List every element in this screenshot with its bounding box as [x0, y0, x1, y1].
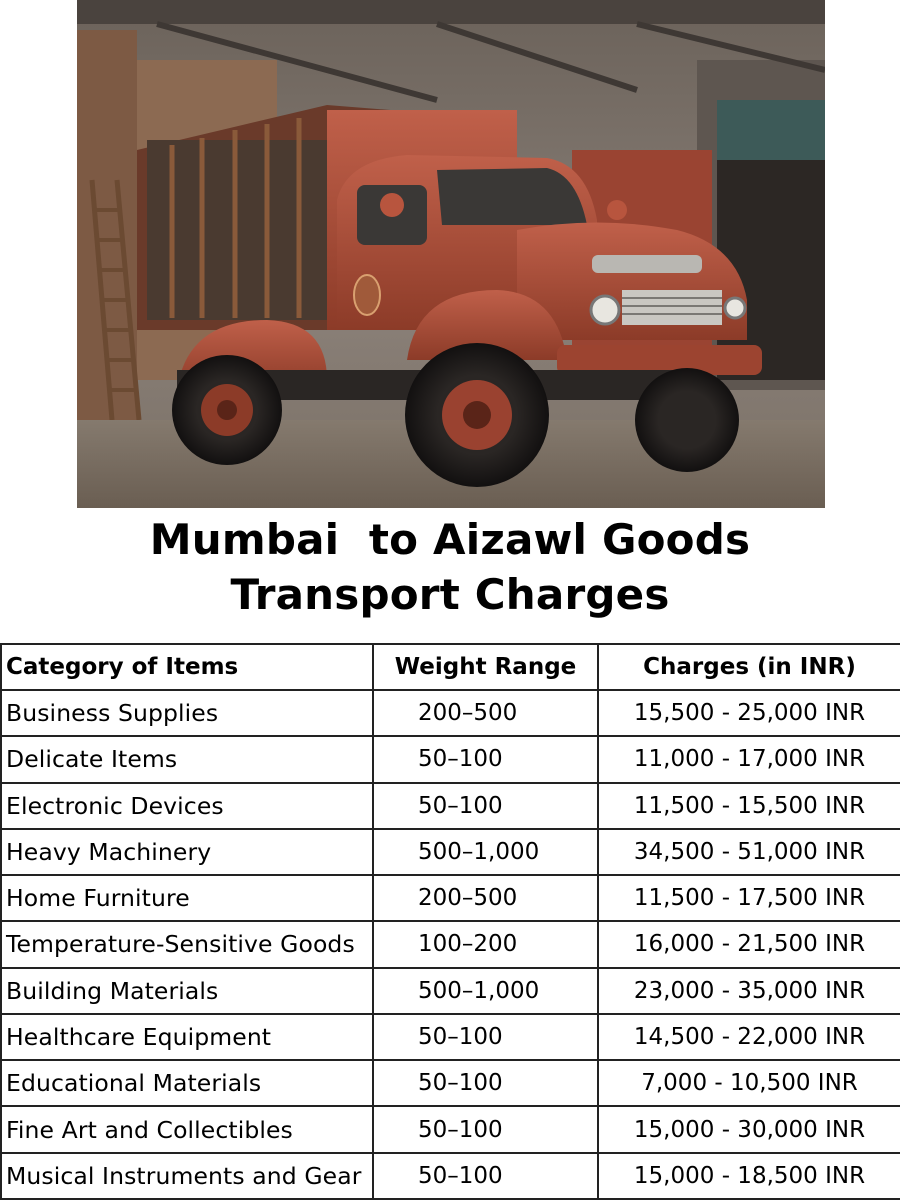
column-header-weight: Weight Range	[373, 644, 598, 690]
table-row	[1, 829, 900, 875]
title-line-2: Transport Charges	[230, 570, 670, 619]
charges-cell: 7,000 - 10,500 INR	[598, 1060, 900, 1106]
column-header-charges: Charges (in INR)	[598, 644, 900, 690]
weight-cell: 500–1,000	[373, 968, 598, 1014]
title-line-1: Mumbai to Aizawl Goods	[149, 515, 751, 564]
hero-image	[77, 0, 825, 508]
category-cell: Musical Instruments and Gear	[1, 1153, 373, 1199]
table-row	[1, 968, 900, 1014]
charges-cell: 34,500 - 51,000 INR	[598, 829, 900, 875]
table-row	[1, 736, 900, 782]
category-cell: Temperature-Sensitive Goods	[1, 921, 373, 967]
table-row	[1, 875, 900, 921]
weight-cell: 50–100	[373, 1014, 598, 1060]
weight-cell: 200–500	[373, 690, 598, 736]
charges-cell: 11,500 - 17,500 INR	[598, 875, 900, 921]
category-cell: Delicate Items	[1, 736, 373, 782]
page-title	[0, 512, 900, 622]
category-cell: Home Furniture	[1, 875, 373, 921]
weight-cell: 200–500	[373, 875, 598, 921]
table-row	[1, 783, 900, 829]
table-header-row	[1, 644, 900, 690]
weight-cell: 50–100	[373, 1060, 598, 1106]
weight-cell: 100–200	[373, 921, 598, 967]
charges-cell: 15,000 - 18,500 INR	[598, 1153, 900, 1199]
category-cell: Heavy Machinery	[1, 829, 373, 875]
weight-cell: 50–100	[373, 736, 598, 782]
charges-cell: 15,500 - 25,000 INR	[598, 690, 900, 736]
category-cell: Building Materials	[1, 968, 373, 1014]
charges-cell: 11,500 - 15,500 INR	[598, 783, 900, 829]
table-row	[1, 690, 900, 736]
category-cell: Healthcare Equipment	[1, 1014, 373, 1060]
table-row	[1, 1060, 900, 1106]
table-row	[1, 1106, 900, 1152]
table-row	[1, 921, 900, 967]
weight-cell: 50–100	[373, 1106, 598, 1152]
category-cell: Electronic Devices	[1, 783, 373, 829]
charges-cell: 11,000 - 17,000 INR	[598, 736, 900, 782]
charges-cell: 23,000 - 35,000 INR	[598, 968, 900, 1014]
charges-cell: 15,000 - 30,000 INR	[598, 1106, 900, 1152]
charges-table	[0, 643, 900, 1200]
column-header-category: Category of Items	[1, 644, 373, 690]
category-cell: Business Supplies	[1, 690, 373, 736]
truck-illustration	[77, 0, 825, 508]
table-row	[1, 1153, 900, 1199]
charges-cell: 16,000 - 21,500 INR	[598, 921, 900, 967]
weight-cell: 500–1,000	[373, 829, 598, 875]
weight-cell: 50–100	[373, 1153, 598, 1199]
category-cell: Educational Materials	[1, 1060, 373, 1106]
table-row	[1, 1014, 900, 1060]
charges-cell: 14,500 - 22,000 INR	[598, 1014, 900, 1060]
category-cell: Fine Art and Collectibles	[1, 1106, 373, 1152]
weight-cell: 50–100	[373, 783, 598, 829]
